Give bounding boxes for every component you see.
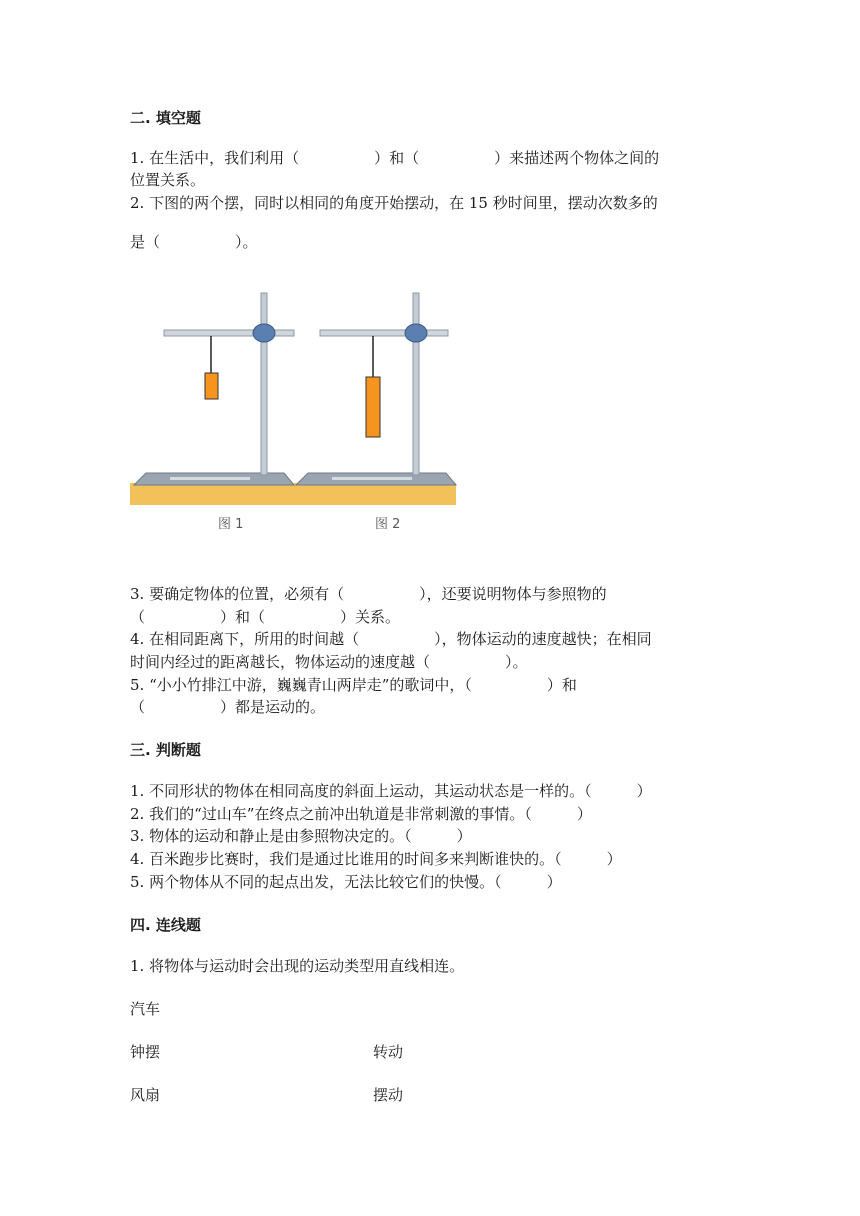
match-right-item: 摆动 bbox=[373, 1086, 404, 1104]
judge-q1: 1. 不同形状的物体在相同高度的斜面上运动，其运动状态是一样的。（ ） bbox=[130, 782, 652, 800]
match-left-item: 钟摆 bbox=[130, 1043, 161, 1061]
judge-q3: 3. 物体的运动和静止是由参照物决定的。（ ） bbox=[130, 827, 472, 845]
base-highlight-2 bbox=[332, 477, 412, 480]
match-left-item: 汽车 bbox=[130, 1000, 161, 1018]
fill-q3-line2: （ ）和（ ）关系。 bbox=[130, 608, 401, 626]
weight-2 bbox=[366, 377, 380, 437]
fill-q3-line1: 3. 要确定物体的位置，必须有（ ），还要说明物体与参照物的 bbox=[130, 585, 607, 603]
pendulum-figure bbox=[130, 285, 460, 539]
fill-q5-line2: （ ）都是运动的。 bbox=[130, 698, 326, 716]
stand-pole-2 bbox=[413, 293, 419, 475]
fill-q4-line1: 4. 在相同距离下，所用的时间越（ ），物体运动的速度越快；在相同 bbox=[130, 630, 652, 648]
judge-q5: 5. 两个物体从不同的起点出发，无法比较它们的快慢。（ ） bbox=[130, 873, 562, 891]
fill-section-title: 二. 填空题 bbox=[130, 109, 201, 127]
judge-q4: 4. 百米跑步比赛时，我们是通过比谁用的时间多来判断谁快的。（ ） bbox=[130, 850, 622, 868]
fill-q2-line1: 2. 下图的两个摆，同时以相同的角度开始摆动，在 15 秒时间里，摆动次数多的 bbox=[130, 194, 658, 212]
figure-label-1: 图 1 bbox=[218, 517, 244, 532]
clamp-1 bbox=[253, 324, 275, 342]
judge-q2: 2. 我们的“过山车”在终点之前冲出轨道是非常刺激的事情。（ ） bbox=[130, 805, 592, 823]
fill-q4-line2: 时间内经过的距离越长，物体运动的速度越（ ）。 bbox=[130, 653, 528, 671]
match-right-item: 转动 bbox=[373, 1043, 404, 1061]
clamp-2 bbox=[405, 324, 427, 342]
pendulum-illustration bbox=[130, 285, 460, 535]
weight-1 bbox=[205, 373, 218, 399]
stand-pole-1 bbox=[261, 293, 267, 475]
figure-label-2: 图 2 bbox=[375, 517, 401, 532]
match-question: 1. 将物体与运动时会出现的运动类型用直线相连。 bbox=[130, 957, 465, 975]
fill-q2-line2: 是（ ）。 bbox=[130, 233, 258, 251]
base-highlight-1 bbox=[170, 477, 250, 480]
match-section-title: 四. 连线题 bbox=[130, 916, 201, 934]
fill-q5-line1: 5. “小小竹排江中游，巍巍青山两岸走”的歌词中，（ ）和 bbox=[130, 676, 577, 694]
match-left-item: 风扇 bbox=[130, 1086, 161, 1104]
ground bbox=[130, 483, 456, 505]
fill-q1-line2: 位置关系。 bbox=[130, 171, 206, 189]
fill-q1-line1: 1. 在生活中，我们利用（ ）和（ ）来描述两个物体之间的 bbox=[130, 149, 660, 167]
cross-bar-2 bbox=[320, 330, 448, 336]
judge-section-title: 三. 判断题 bbox=[130, 741, 201, 759]
